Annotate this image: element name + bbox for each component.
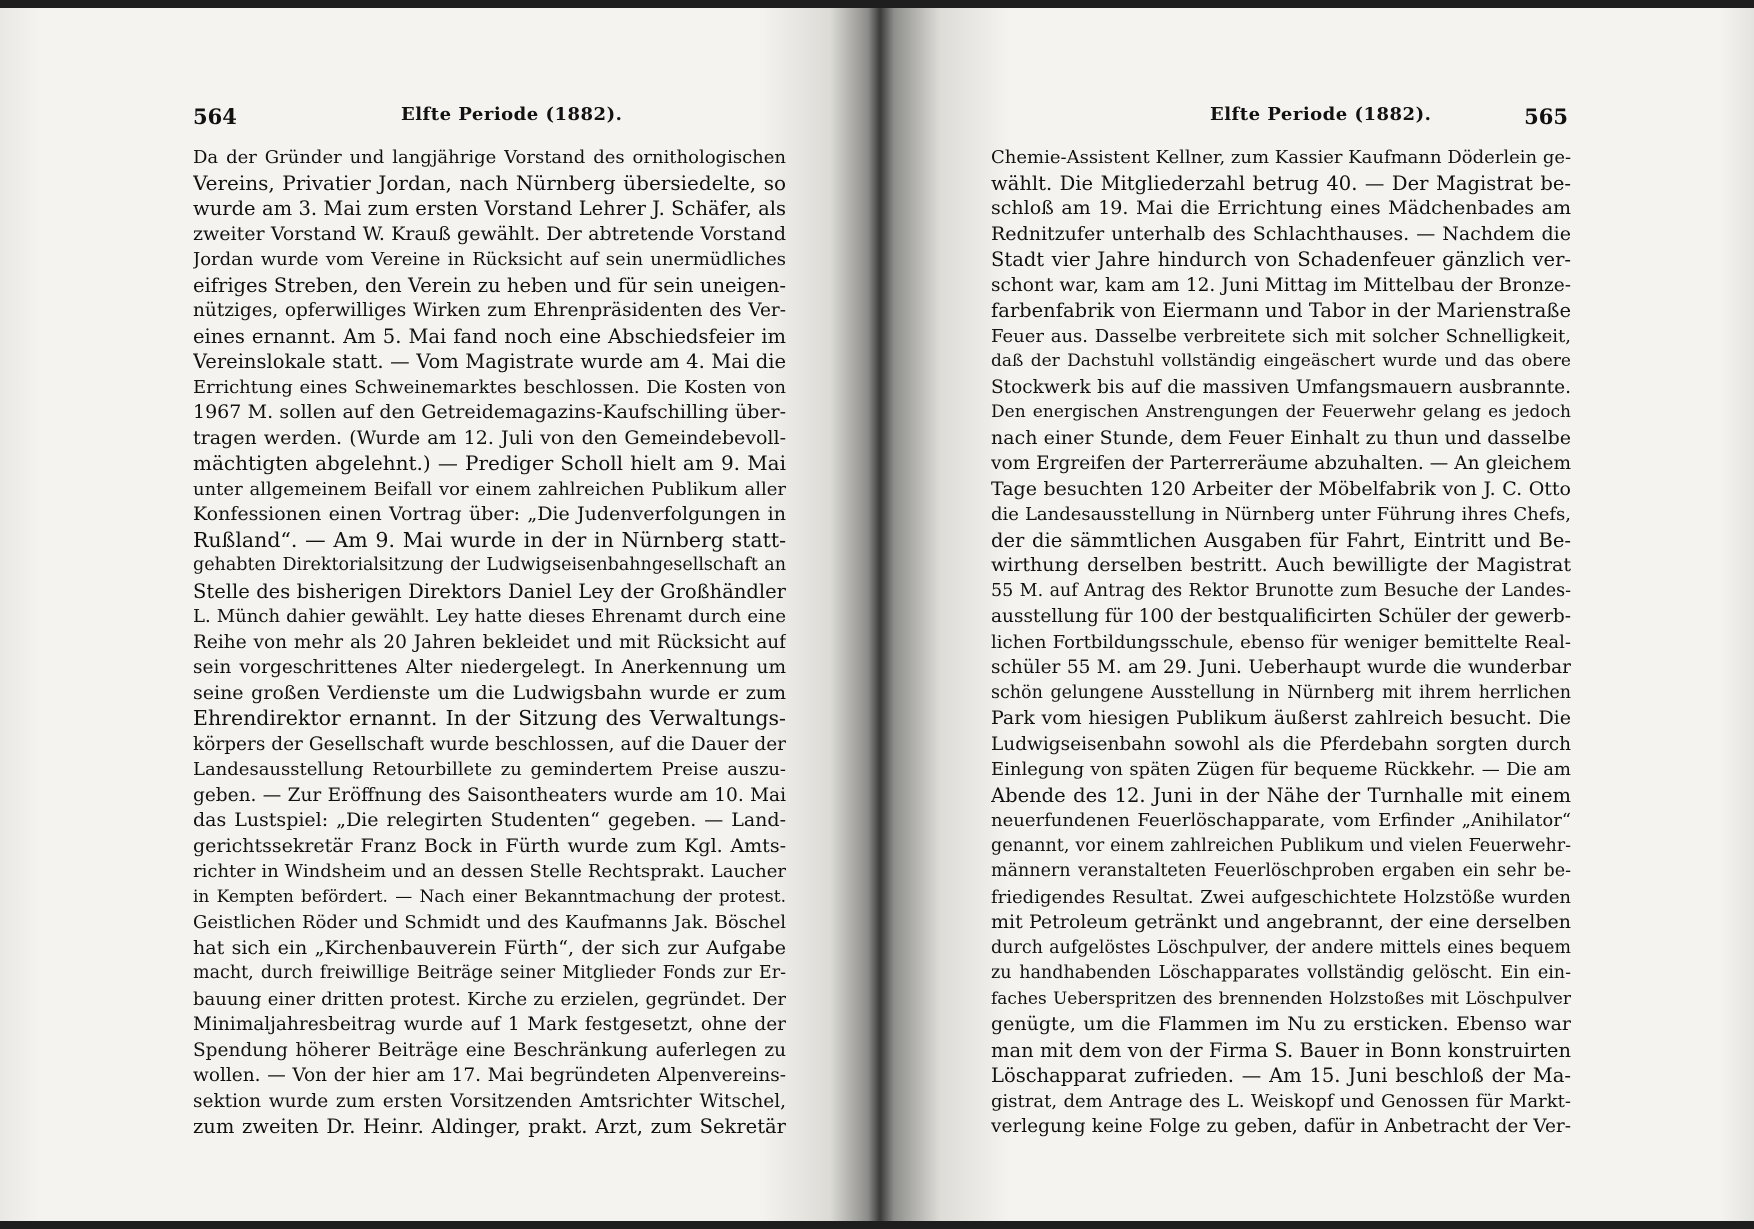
text-line: Chemie-Assistent Kellner, zum Kassier Kaufmann Döderlein ge- <box>991 147 1571 168</box>
text-line: Geistlichen Röder und Schmidt und des Kaufmanns Jak. Böschel <box>193 912 786 933</box>
text-line: richter in Windsheim und an dessen Stelle Rechtsprakt. Laucher <box>193 861 786 882</box>
text-line: Stockwerk bis auf die massiven Umfangsmauern ausbrannte. <box>991 376 1571 398</box>
text-line: tragen werden. (Wurde am 12. Juli von den Gemeindebevoll- <box>193 426 786 449</box>
text-line: nütziges, opferwilliges Wirken zum Ehrenpräsidenten des Ver- <box>193 300 786 321</box>
text-line: Einlegung von späten Zügen für bequeme Rückkehr. — Die am <box>991 759 1571 780</box>
text-line: macht, durch freiwillige Beiträge seiner Mitglieder Fonds zur Er- <box>193 963 786 983</box>
text-line: wollen. — Von der hier am 17. Mai begründeten Alpenvereins- <box>193 1065 786 1086</box>
text-line: lichen Fortbildungsschule, ebenso für weniger bemittelte Real- <box>991 631 1571 653</box>
text-line: seine großen Verdienste um die Ludwigsbahn wurde er zum <box>193 681 786 704</box>
left-page-number: 564 <box>193 104 237 129</box>
text-line: Stelle des bisherigen Direktors Daniel Ley der Großhändler <box>193 579 786 603</box>
text-line: unter allgemeinem Beifall vor einem zahlreichen Publikum aller <box>193 478 786 500</box>
text-line: Rußland“. — Am 9. Mai wurde in der in Nürnberg statt- <box>193 527 786 552</box>
text-line: Rednitzufer unterhalb des Schlachthauses. — Nachdem die <box>991 222 1571 245</box>
text-line: friedigendes Resultat. Zwei aufgeschichtete Holzstöße wurden <box>991 886 1571 908</box>
text-line: Den energischen Anstrengungen der Feuerwehr gelang es jedoch <box>991 402 1571 422</box>
text-line: Tage besuchten 120 Arbeiter der Möbelfabrik von J. C. Otto <box>991 477 1571 500</box>
text-line: Stadt vier Jahre hindurch von Schadenfeuer gänzlich ver- <box>991 248 1571 271</box>
text-line: gerichtssekretär Franz Bock in Fürth wurde zum Kgl. Amts- <box>193 834 786 857</box>
right-page-number: 565 <box>1524 104 1568 129</box>
text-line: gistrat, dem Antrage des L. Weiskopf und Genossen für Markt- <box>991 1090 1571 1112</box>
text-line: sein vorgeschrittenes Alter niedergelegt. In Anerkennung um <box>193 657 786 678</box>
text-line: Ludwigseisenbahn sowohl als die Pferdebahn sorgten durch <box>991 733 1571 755</box>
text-line: männern veranstalteten Feuerlöschproben ergaben ein sehr be- <box>991 861 1571 881</box>
text-line: Konfessionen einen Vortrag über: „Die Judenverfolgungen in <box>193 503 786 525</box>
text-line: Da der Gründer und langjährige Vorstand des ornithologischen <box>193 147 786 168</box>
text-line: Abende des 12. Juni in der Nähe der Turnhalle mit einem <box>991 783 1571 807</box>
right-page <box>880 8 1754 1221</box>
text-line: durch aufgelöstes Löschpulver, der andere mittels eines bequem <box>991 937 1571 958</box>
text-line: das Lustspiel: „Die relegirten Studenten“ gegeben. — Land- <box>193 809 786 831</box>
text-line: der die sämmtlichen Ausgaben für Fahrt, Eintritt und Be- <box>991 528 1571 552</box>
text-line: faches Ueberspritzen des brennenden Holzstoßes mit Löschpulver <box>991 988 1571 1009</box>
text-line: Feuer aus. Dasselbe verbreitete sich mit solcher Schnelligkeit, <box>991 325 1571 347</box>
left-page-body <box>193 145 786 1140</box>
text-line: Vereinslokale statt. — Vom Magistrate wurde am 4. Mai die <box>193 350 786 373</box>
text-line: daß der Dachstuhl vollständig eingeäschert wurde und das obere <box>991 351 1571 371</box>
text-line: schüler 55 M. am 29. Juni. Ueberhaupt wurde die wunderbar <box>991 657 1571 678</box>
text-line: 1967 M. sollen auf den Getreidemagazins-Kaufschilling über- <box>193 401 786 423</box>
text-line: bauung einer dritten protest. Kirche zu erzielen, gegründet. Der <box>193 988 786 1010</box>
right-page-header <box>994 104 1568 136</box>
left-running-head: Elfte Periode (1882). <box>401 104 623 125</box>
text-line: eifriges Streben, den Verein zu heben und für sein uneigen- <box>193 273 786 297</box>
text-line: Errichtung eines Schweinemarktes beschlossen. Die Kosten von <box>193 376 786 398</box>
right-page-body <box>991 145 1571 1140</box>
text-line: farbenfabrik von Eiermann und Tabor in der Marienstraße <box>991 299 1571 322</box>
left-page <box>0 8 880 1221</box>
text-line: zum zweiten Dr. Heinr. Aldinger, prakt. Arzt, zum Sekretär <box>193 1115 786 1138</box>
text-line: schön gelungene Ausstellung in Nürnberg mit ihrem herrlichen <box>991 682 1571 703</box>
text-line: die Landesausstellung in Nürnberg unter Führung ihres Chefs, <box>991 504 1571 525</box>
text-line: L. Münch dahier gewählt. Ley hatte dieses Ehrenamt durch eine <box>193 606 786 627</box>
left-page-header <box>193 104 786 136</box>
right-running-head: Elfte Periode (1882). <box>1210 104 1432 125</box>
text-line: man mit dem von der Firma S. Bauer in Bonn konstruirten <box>991 1038 1571 1062</box>
text-line: Spendung höherer Beiträge eine Beschränkung auferlegen zu <box>193 1039 786 1061</box>
text-line: mächtigten abgelehnt.) — Prediger Scholl hielt am 9. Mai <box>193 451 786 475</box>
text-line: sektion wurde zum ersten Vorsitzenden Amtsrichter Witschel, <box>193 1090 786 1112</box>
text-line: verlegung keine Folge zu geben, dafür in Anbetracht der Ver- <box>991 1116 1571 1137</box>
text-line: geben. — Zur Eröffnung des Saisontheaters wurde am 10. Mai <box>193 784 786 806</box>
text-line: schont war, kam am 12. Juni Mittag im Mittelbau der Bronze- <box>991 274 1571 296</box>
text-line: wirthung derselben bestritt. Auch bewilligte der Magistrat <box>991 554 1571 576</box>
text-line: 55 M. auf Antrag des Rektor Brunotte zum Besuche der Landes- <box>991 580 1571 601</box>
text-line: wurde am 3. Mai zum ersten Vorstand Lehrer J. Schäfer, als <box>193 197 786 220</box>
text-line: Park vom hiesigen Publikum äußerst zahlreich besucht. Die <box>991 707 1571 729</box>
text-line: körpers der Gesellschaft wurde beschlossen, auf die Dauer der <box>193 733 786 755</box>
text-line: zweiter Vorstand W. Krauß gewählt. Der abtretende Vorstand <box>193 222 786 245</box>
text-line: gehabten Direktorialsitzung der Ludwigseisenbahngesellschaft an <box>193 555 786 575</box>
text-line: in Kempten befördert. — Nach einer Bekanntmachung der protest. <box>193 886 786 907</box>
text-line: Jordan wurde vom Vereine in Rücksicht auf sein unermüdliches <box>193 249 786 270</box>
text-line: neuerfundenen Feuerlöschapparate, vom Erfinder „Anihilator“ <box>991 810 1571 831</box>
text-line: mit Petroleum getränkt und angebrannt, der eine derselben <box>991 911 1571 933</box>
text-line: zu handhabenden Löschapparates vollständig gelöscht. Ein ein- <box>991 963 1571 983</box>
text-line: Minimaljahresbeitrag wurde auf 1 Mark festgesetzt, ohne der <box>193 1014 786 1035</box>
text-line: Landesausstellung Retourbillete zu gemindertem Preise auszu- <box>193 759 786 780</box>
text-line: genannt, vor einem zahlreichen Publikum und vielen Feuerwehr- <box>991 835 1571 856</box>
text-line: schloß am 19. Mai die Errichtung eines Mädchenbades am <box>991 197 1571 219</box>
text-line: ausstellung für 100 der bestqualificirten Schüler der gewerb- <box>991 606 1571 627</box>
text-line: Ehrendirektor ernannt. In der Sitzung des Verwaltungs- <box>193 706 786 730</box>
text-line: hat sich ein „Kirchenbauverein Fürth“, der sich zur Aufgabe <box>193 936 786 959</box>
text-line: Vereins, Privatier Jordan, nach Nürnberg übersiedelte, so <box>193 170 786 195</box>
text-line: Reihe von mehr als 20 Jahren bekleidet und mit Rücksicht auf <box>193 631 786 653</box>
text-line: wählt. Die Mitgliederzahl betrug 40. — Der Magistrat be- <box>991 171 1571 195</box>
text-line: vom Ergreifen der Parterreräume abzuhalten. — An gleichem <box>991 453 1571 474</box>
text-line: nach einer Stunde, dem Feuer Einhalt zu thun und dasselbe <box>991 426 1571 449</box>
text-line: eines ernannt. Am 5. Mai fand noch eine Abschiedsfeier im <box>193 324 786 348</box>
text-line: Löschapparat zufrieden. — Am 15. Juni beschloß der Ma- <box>991 1064 1571 1087</box>
text-line: genügte, um die Flammen im Nu zu ersticken. Ebenso war <box>991 1013 1571 1035</box>
